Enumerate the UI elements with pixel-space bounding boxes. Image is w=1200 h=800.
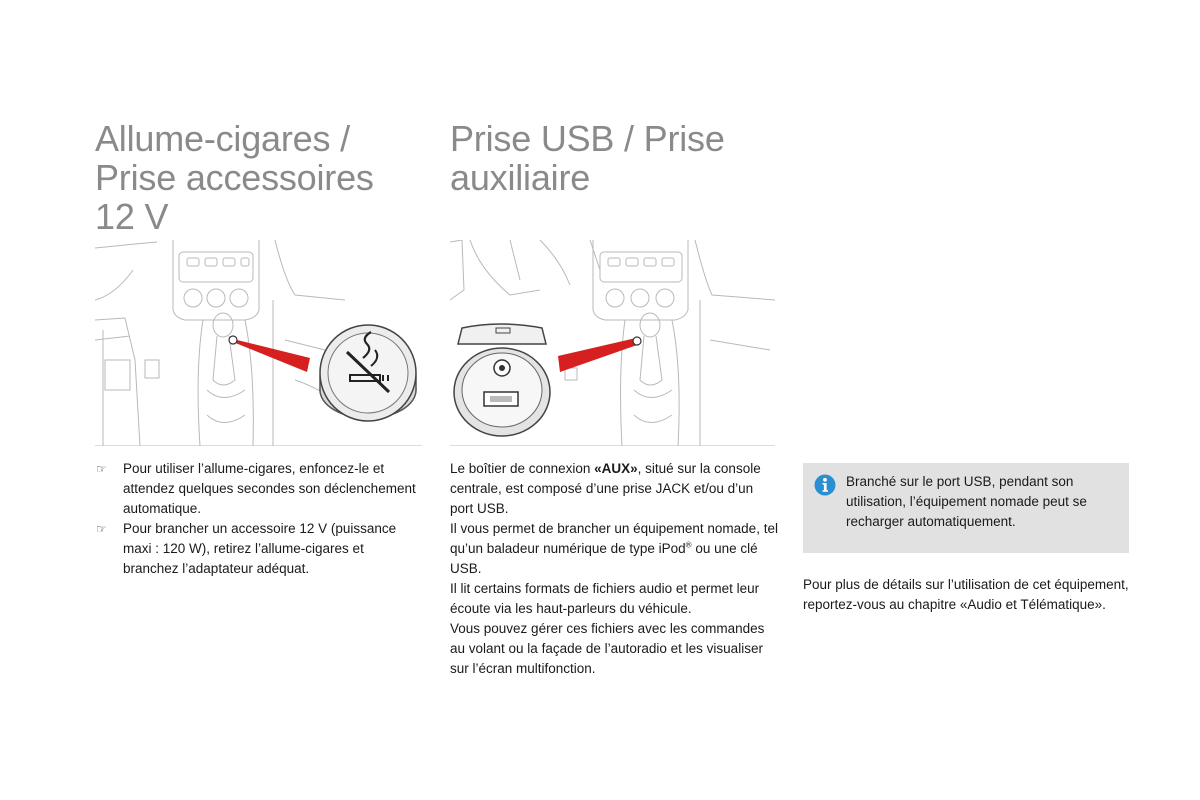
text-span: Le boîtier de connexion: [450, 461, 595, 476]
list-item: [95, 459, 420, 519]
registered-mark: ®: [685, 540, 692, 550]
paragraph: [450, 459, 780, 519]
title-line: 12 V: [95, 196, 169, 237]
dashboard-usb-drawing: [450, 240, 775, 446]
usb-aux-box: [454, 324, 550, 436]
title-line: Prise USB / Prise: [450, 118, 725, 159]
section-title-cigar-lighter: [95, 119, 425, 236]
dashboard-console-drawing: [95, 240, 422, 446]
paragraph: Vous pouvez gérer ces fichiers avec les commandes au volant ou la façade de l’autoradio et les visualiser sur l’écran multifonction.: [450, 621, 765, 676]
paragraph: Il lit certains formats de fichiers audio et permet leur écoute via les haut-parleurs du véhicule.: [450, 581, 760, 616]
text-span: Il vous permet de brancher un équipement nomade, tel qu’un baladeur numérique de type iPod: [450, 521, 778, 556]
usb-aux-description: [450, 459, 780, 679]
bullet-marker: ☞: [96, 462, 107, 476]
list-item: [95, 519, 420, 579]
cigar-lighter-knob: [320, 325, 416, 421]
paragraph: [450, 519, 780, 579]
title-line: auxiliaire: [450, 157, 591, 198]
pointer-arrow: [558, 338, 640, 372]
aux-label: «AUX»: [594, 461, 638, 476]
bullet-text: Pour utiliser l’allume-cigares, enfoncez-le et attendez quelques secondes son déclenchement automatique.: [123, 461, 416, 516]
title-line: Prise accessoires: [95, 157, 374, 198]
section-title-usb-aux: [450, 119, 780, 197]
cigar-lighter-illustration: [95, 240, 422, 446]
usb-aux-illustration: [450, 240, 775, 446]
pointer-arrow: [233, 339, 310, 372]
bullet-text: Pour brancher un accessoire 12 V (puissance maxi : 120 W), retirez l’allume-cigares et branchez l’adaptateur adéquat.: [123, 521, 397, 576]
see-also-text: Pour plus de détails sur l’utilisation de cet équipement, reportez-vous au chapitre «Audio et Télématique».: [803, 577, 1129, 612]
cigar-lighter-instructions: [95, 459, 420, 579]
text-span: ou une clé USB.: [450, 541, 758, 576]
info-note-text: Branché sur le port USB, pendant son utilisation, l’équipement nomade peut se recharger automatiquement.: [846, 474, 1087, 529]
info-note-box: [803, 463, 1129, 553]
info-icon: [814, 474, 836, 496]
bullet-marker: ☞: [96, 522, 107, 536]
title-line: Allume-cigares /: [95, 118, 350, 159]
text-span: , situé sur la console centrale, est composé d’une prise JACK et/ou d’un port USB.: [450, 461, 761, 516]
